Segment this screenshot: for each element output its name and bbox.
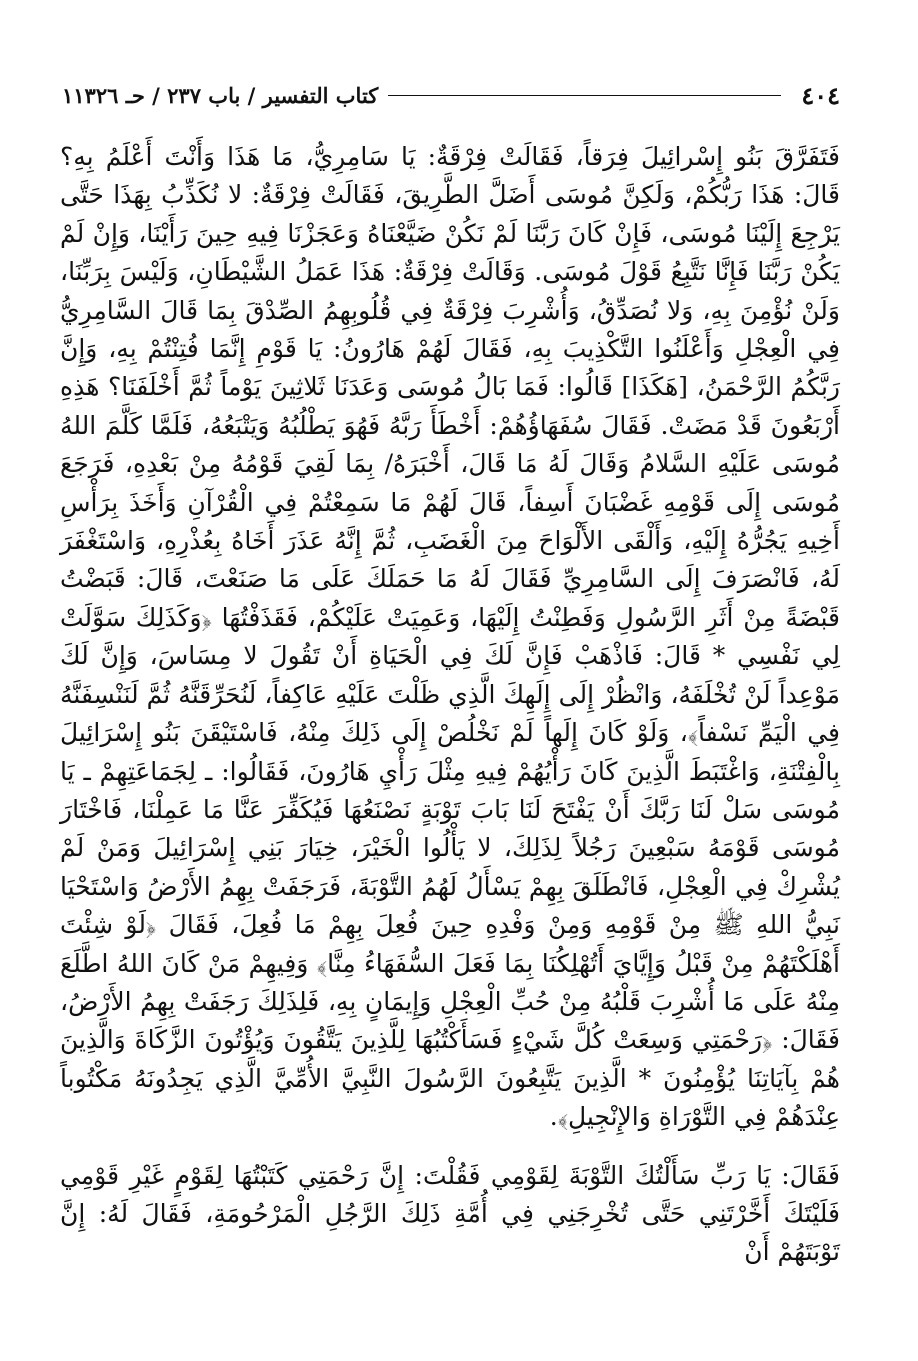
paragraph: فَقَالَ: يَا رَبِّ سَأَلْتُكَ التَّوْبَةَ لِقَوْمِي فَقُلْتَ: إِنَّ رَحْمَتِي كَتَبْتُهَا لِقَوْمٍ غَيْرِ قَوْمِي فَلَيْتَكَ أَخَّرْتَنِي حَتَّى تُخْرِجَنِي فِي أُمَّةِ ذَلِكَ الرَّجُلِ الْمَرْحُومَةِ، فَقَالَ لَهُ: إِنَّ تَوْبَتَهُمْ أَنْ <box>60 1160 840 1267</box>
running-title: كتاب التفسير / باب ٢٣٧ / حـ ١١٣٢٦ <box>62 82 379 108</box>
header-rule <box>388 95 781 96</box>
page-header <box>62 78 840 112</box>
paragraph: فَتَفَرَّقَ بَنُو إِسْرائِيلَ فِرَقاً، فَقَالَتْ فِرْقَةٌ: يَا سَامِرِيُّ، مَا هَذَا وَأَنْتَ أَعْلَمُ بِهِ؟ قَالَ: هَذَا رَبُّكُمْ، وَلَكِنَّ مُوسَى أَضَلَّ الطَّرِيقَ، فَقَالَتْ فِرْقَةٌ: لا نُكَذِّبُ بِهَذَا حَتَّى يَرْجِعَ إِلَيْنَا مُوسَى، فَإِنْ كَانَ رَبَّنَا لَمْ نَكُنْ ضَيَّعْنَاهُ وَعَجَزْنَا فِيهِ حِينَ رَأَيْنَا، وَإِنْ لَمْ يَكُنْ رَبَّنَا فَإِنَّا نَتَّبِعُ قَوْلَ مُوسَى. وَقَالَتْ فِرْقَةٌ: هَذَا عَمَلُ الشَّيْطَانِ، وَلَيْسَ بِرَبِّنَا، وَلَنْ نُؤْمِنَ بِهِ، وَلا نُصَدِّقُ، وَأُشْرِبَ فِرْقَةٌ فِي قُلُوبِهِمُ الصِّدْقَ بِمَا قَالَ السَّامِرِيُّ فِي الْعِجْلِ وَأَعْلَنُوا التَّكْذِيبَ بِهِ، فَقَالَ لَهُمْ هَارُونُ: يَا قَوْمِ إِنَّمَا فُتِنْتُمْ بِهِ، وَإِنَّ رَبَّكُمُ الرَّحْمَنُ، [هَكَذَا] قَالُوا: فَمَا بَالُ مُوسَى وَعَدَنَا ثَلاثِينَ يَوْماً ثُمَّ أَخْلَفَنَا؟ هَذِهِ أَرْبَعُونَ قَدْ مَضَتْ. فَقَالَ سُفَهَاؤُهُمْ: أَخْطَأَ رَبَّهُ فَهُوَ يَطْلُبُهُ وَيَتْبَعُهُ، فَلَمَّا كَلَّمَ اللهُ مُوسَى عَلَيْهِ السَّلامُ وَقَالَ لَهُ مَا قَالَ، أَخْبَرَهُ/ بِمَا لَقِيَ قَوْمُهُ مِنْ بَعْدِهِ، فَرَجَعَ مُوسَى إِلَى قَوْمِهِ غَضْبَانَ أَسِفاً، قَالَ لَهُمْ مَا سَمِعْتُمْ فِي الْقُرْآنِ وَأَخَذَ بِرَأْسِ أَخِيهِ يَجُرُّهُ إِلَيْهِ، وَأَلْقَى الأَلْوَاحَ مِنَ الْغَضَبِ، ثُمَّ إِنَّهُ عَذَرَ أَخَاهُ بِعُذْرِهِ، وَاسْتَغْفَرَ لَهُ، فَانْصَرَفَ إِلَى السَّامِرِيِّ فَقَالَ لَهُ مَا حَمَلَكَ عَلَى مَا صَنَعْتَ، قَالَ: قَبَضْتُ قَبْضَةً مِنْ أَثَرِ الرَّسُولِ وَفَطِنْتُ إِلَيْهَا، وَعَمِيَتْ عَلَيْكُمْ، فَقَذَفْتُهَا ﴿وَكَذَلِكَ سَوَّلَتْ لِي نَفْسِي * قَالَ: فَاذْهَبْ فَإِنَّ لَكَ فِي الْحَيَاةِ أَنْ تَقُولَ لا مِسَاسَ، وَإِنَّ لَكَ مَوْعِداً لَنْ تُخْلَفَهُ، وَانْظُرْ إِلَى إِلَهِكَ الَّذِي ظَلْتَ عَلَيْهِ عَاكِفاً، لَنُحَرِّقَنَّهُ ثُمَّ لَنَنْسِفَنَّهُ فِي الْيَمِّ نَسْفاً﴾، وَلَوْ كَانَ إِلَهاً لَمْ نَخْلُصْ إِلَى ذَلِكَ مِنْهُ، فَاسْتَيْقَنَ بَنُو إِسْرَائِيلَ بِالْفِتْنَةِ، وَاغْتَبَطَ الَّذِينَ كَانَ رَأْيُهُمْ فِيهِ مِثْلَ رَأْيِ هَارُونَ، فَقَالُوا: ـ لِجَمَاعَتِهِمْ ـ يَا مُوسَى سَلْ لَنَا رَبَّكَ أَنْ يَفْتَحَ لَنَا بَابَ تَوْبَةٍ نَصْنَعُهَا فَيُكَفِّرَ عَنَّا مَا عَمِلْنَا، فَاخْتَارَ مُوسَى قَوْمَهُ سَبْعِينَ رَجُلاً لِذَلِكَ، لا يَأْلُوا الْخَيْرَ، خِيَارَ بَنِي إِسْرَائِيلَ وَمَنْ لَمْ يُشْرِكْ فِي الْعِجْلِ، فَانْطَلَقَ بِهِمْ يَسْأَلُ لَهُمُ التَّوْبَةَ، فَرَجَفَتْ بِهِمُ الأَرْضُ وَاسْتَحْيَا نَبِيُّ اللهِ ﷺ مِنْ قَوْمِهِ وَمِنْ وَفْدِهِ حِينَ فُعِلَ بِهِمْ مَا فُعِلَ، فَقَالَ ﴿لَوْ شِئْتَ أَهْلَكْتَهُمْ مِنْ قَبْلُ وَإِيَّايَ أَتُهْلِكُنَا بِمَا فَعَلَ السُّفَهَاءُ مِنَّا﴾ وَفِيهِمْ مَنْ كَانَ اللهُ اطَّلَعَ مِنْهُ عَلَى مَا أُشْرِبَ قَلْبُهُ مِنْ حُبِّ الْعِجْلِ وَإِيمَانٍ بِهِ، فَلِذَلِكَ رَجَفَتْ بِهِمُ الأَرْضُ، فَقَالَ: ﴿رَحْمَتِي وَسِعَتْ كُلَّ شَيْءٍ فَسَأَكْتُبُهَا لِلَّذِينَ يَتَّقُونَ وَيُؤْتُونَ الزَّكَاةَ وَالَّذِينَ هُمْ بِآيَاتِنَا يُؤْمِنُونَ * الَّذِينَ يَتَّبِعُونَ الرَّسُولَ النَّبِيَّ الأُمِّيَّ الَّذِي يَجِدُونَهُ مَكْتُوباً عِنْدَهُمْ فِي التَّوْرَاةِ وَالإِنْجِيلِ﴾. <box>60 142 840 1132</box>
page-number: ٤٠٤ <box>801 80 840 110</box>
page-body <box>60 138 840 1272</box>
